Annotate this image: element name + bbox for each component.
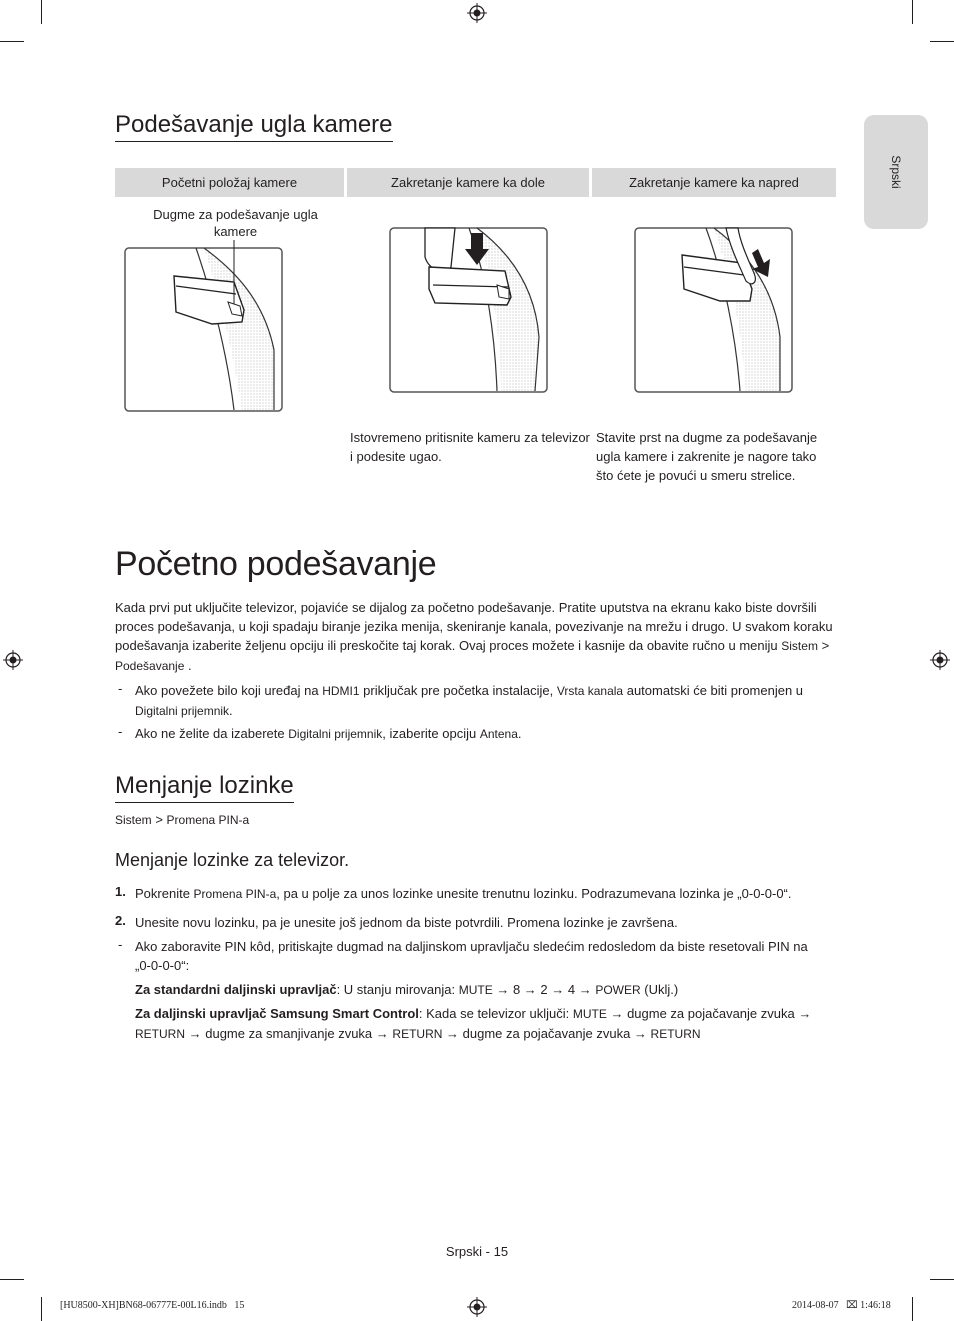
menu-path [115,810,835,830]
crop-mark [41,1297,42,1321]
intro-line: podešavanja izaberite željenu opciju ili preskočite taj korak. Ovaj proces možete i kasnije da obavite ručno u meniju [115,638,778,653]
period: . [188,658,192,673]
step-text: Pokrenite [135,886,190,901]
menu-name-promena: Promena PIN-a [166,813,250,827]
option-value: Digitalni prijemnik [135,704,230,718]
registration-mark-icon [3,650,23,670]
key-name: RETURN [650,1027,701,1041]
crop-mark [912,0,913,24]
table-header-forward: Zakretanje kamere ka napred [592,168,836,197]
initial-setup-intro [115,598,835,676]
crop-mark [41,0,42,24]
menu-name-sistem: Sistem [115,813,152,827]
camera-forward-illustration [634,227,794,394]
standard-remote-sequence [135,980,835,1000]
crop-mark [0,1279,24,1280]
caption-line: Istovremeno pritisnite kameru za televizor [350,430,590,445]
note-dash: - [118,937,123,952]
key-name: RETURN [392,1027,443,1041]
page-number: Srpski - 15 [445,1244,509,1259]
note-dash: - [118,681,123,696]
table-header-start: Početni položaj kamere [115,168,344,197]
key-name: MUTE [458,983,493,997]
note-text: , izaberite opciju [382,726,477,741]
sequence-text: → dugme za pojačavanje zvuka → [446,1026,647,1041]
note-antenna [135,724,835,744]
registration-mark-icon [467,1297,487,1317]
sequence-text: → 8 → 2 → 4 → [496,982,592,997]
menu-name-podesavanje: Podešavanje [115,659,185,673]
option-name: Vrsta kanala [556,684,624,698]
sequence-text: : Kada se televizor uključi: [418,1006,570,1021]
sequence-text: (Uklj.) [644,982,679,997]
option-value: Antena [479,727,518,741]
initial-setup-title: Početno podešavanje [115,545,437,583]
smart-remote-sequence [135,1004,835,1044]
crop-mark [912,1297,913,1321]
print-date: 2014-08-07 ⌧ 1:46:18 [792,1300,891,1311]
key-name: RETURN [135,1027,185,1041]
side-tab-label: Srpski [889,155,903,189]
sequence-text: : U stanju mirovanja: [336,982,456,997]
menu-name-promena: Promena PIN-a [193,887,277,901]
language-side-tab [864,115,928,229]
menu-separator: > [155,812,163,827]
callout-line: kamere [213,224,258,239]
sequence-text: → dugme za pojačavanje zvuka → [610,1006,812,1021]
pin-reset-note [135,937,835,975]
step-number: 1. [115,884,126,899]
step-1 [135,884,835,904]
sequence-text: → dugme za smanjivanje zvuka → [188,1026,389,1041]
caption-line: ugla kamere i zakrenite je nagore tako [596,449,817,464]
registration-mark-icon [930,650,950,670]
note-text: automatski će biti promenjen u [626,683,804,698]
crop-mark [0,41,24,42]
password-section-title: Menjanje lozinke [115,772,294,803]
button-callout [115,206,356,240]
option-value: Digitalni prijemnik [288,727,383,741]
camera-down-illustration [389,227,549,394]
note-dash: - [118,724,123,739]
caption-line: i podesite ugao. [350,449,442,464]
intro-line: proces podešavanja, u koji spadaju biranje jezika menija, skeniranje kanala, povezivanje na mrežu i drugo. U svakom koraku [115,619,833,634]
step-number: 2. [115,913,126,928]
callout-line: Dugme za podešavanje ugla [153,207,318,222]
table-header-down: Zakretanje kamere ka dole [347,168,589,197]
caption-line: Stavite prst na dugme za podešavanje [596,430,818,445]
camera-initial-illustration [124,240,284,413]
note-text: Ako povežete bilo koji uređaj na [135,683,319,698]
menu-separator: > [821,638,830,653]
crop-mark [930,41,954,42]
key-name: POWER [595,983,641,997]
caption-forward [596,428,836,485]
step-text: , pa u polje za unos lozinke unesite trenutnu lozinku. Podrazumevana lozinka je „0-0-0-0“. [276,886,792,901]
period: . [229,703,233,718]
note-text: „0-0-0-0“: [135,958,190,973]
note-text: Ako zaboravite PIN kôd, pritiskajte dugmad na daljinskom upravljaču sledećim redosledom da biste resetovali PIN na [135,939,808,954]
file-info: [HU8500-XH]BN68-06777E-00L16.indb 15 [60,1300,245,1311]
port-name: HDMI1 [322,684,360,698]
menu-name-sistem: Sistem [781,639,818,653]
step-2: Unesite novu lozinku, pa je unesite još jednom da biste potvrdili. Promena lozinke je završena. [135,915,678,930]
remote-label: Za daljinski upravljač Samsung Smart Control [135,1006,419,1021]
caption-line: što ćete je povući u smeru strelice. [596,468,796,483]
camera-section-title: Podešavanje ugla kamere [115,111,393,142]
caption-down [350,428,590,466]
crop-mark [930,1279,954,1280]
remote-label: Za standardni daljinski upravljač [135,982,337,997]
note-hdmi [135,681,835,721]
note-text: priključak pre početka instalacije, [363,683,554,698]
registration-mark-icon [467,3,487,23]
intro-line: Kada prvi put uključite televizor, pojaviće se dijalog za početno podešavanje. Pratite uputstva na ekranu kako biste dovršili [115,600,817,615]
password-subtitle: Menjanje lozinke za televizor. [115,850,350,870]
note-text: Ako ne želite da izaberete [135,726,285,741]
period: . [517,726,522,741]
key-name: MUTE [572,1007,607,1021]
